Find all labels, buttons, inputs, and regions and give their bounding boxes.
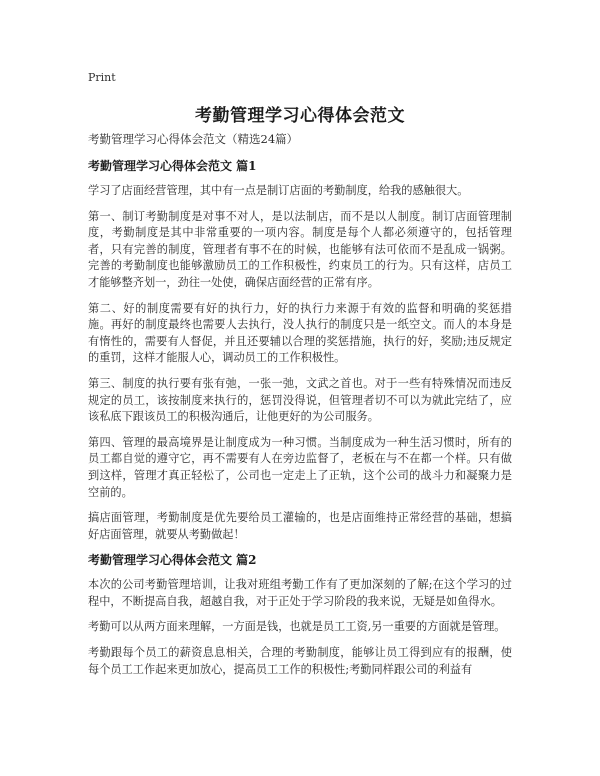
- paragraph: 第一、制订考勤制度是对事不对人，是以法制店，而不是以人制度。制订店面管理制度，考勤制度是其中非常重要的一项内容。制度是每个人都必须遵守的，包括管理者，只有完善的制度，管理者有事不在的时候，也能够有法可依而不是乱成一锅粥。完善的考勤制度也能够激励员工的工作积极性，约束员工的行为。只有这样，店员工才能够整齐划一，劲往一处使，确保店面经营的正常有序。: [88, 209, 512, 289]
- paragraph: 第四、管理的最高境界是让制度成为一种习惯。当制度成为一种生活习惯时，所有的员工都自觉的遵守它，再不需要有人在旁边监督了，老板在与不在都一个样。只有做到这样，管理才真正轻松了，公司也一定走上了正轨，这个公司的战斗力和凝聚力是空前的。: [88, 435, 512, 499]
- paragraph: 第二、好的制度需要有好的执行力，好的执行力来源于有效的监督和明确的奖惩措施。再好的制度最终也需要人去执行，没人执行的制度只是一纸空文。而人的本身是有惰性的，需要有人督促，并且还要辅以合理的奖惩措施，执行的好，奖励;违反规定的重罚，这样才能服人心，调动员工的工作积极性。: [88, 301, 512, 365]
- section-heading-2: 考勤管理学习心得体会范文 篇2: [88, 553, 257, 568]
- document-body: [88, 131, 512, 687]
- section-heading-1: 考勤管理学习心得体会范文 篇1: [88, 159, 257, 173]
- paragraph: 第三、制度的执行要有张有弛，一张一弛，文武之首也。对于一些有特殊情况而违反规定的员工，该按制度来执行的，惩罚没得说，但管理者切不可以为就此完结了，应该私底下跟该员工的积极沟通后，让他更好的为公司服务。: [88, 376, 512, 424]
- paragraph: 本次的公司考勤管理培训，让我对班组考勤工作有了更加深刻的了解;在这个学习的过程中，不断提高自我，超越自我，对于正处于学习阶段的我来说，无疑是如鱼得水。: [88, 578, 512, 608]
- paragraph: 搞店面管理，考勤制度是优先要给员工灌输的，也是店面维持正常经营的基础，想搞好店面管理，就要从考勤做起！: [88, 511, 512, 541]
- paragraph: 考勤可以从两方面来理解，一方面是钱，也就是员工工资,另一重要的方面就是管理。: [88, 620, 506, 634]
- paragraph: 考勤跟每个员工的薪资息息相关，合理的考勤制度，能够让员工得到应有的报酬，使每个员工工作起来更加放心，提高员工工作的积极性;考勤同样跟公司的利益有: [88, 646, 512, 676]
- document-subtitle: 考勤管理学习心得体会范文（精选24篇）: [88, 132, 299, 146]
- print-label[interactable]: Print: [88, 71, 116, 84]
- page-title: 考勤管理学习心得体会范文: [195, 106, 405, 126]
- paragraph: 学习了店面经营管理，其中有一点是制订店面的考勤制度，给我的感触很大。: [88, 184, 469, 197]
